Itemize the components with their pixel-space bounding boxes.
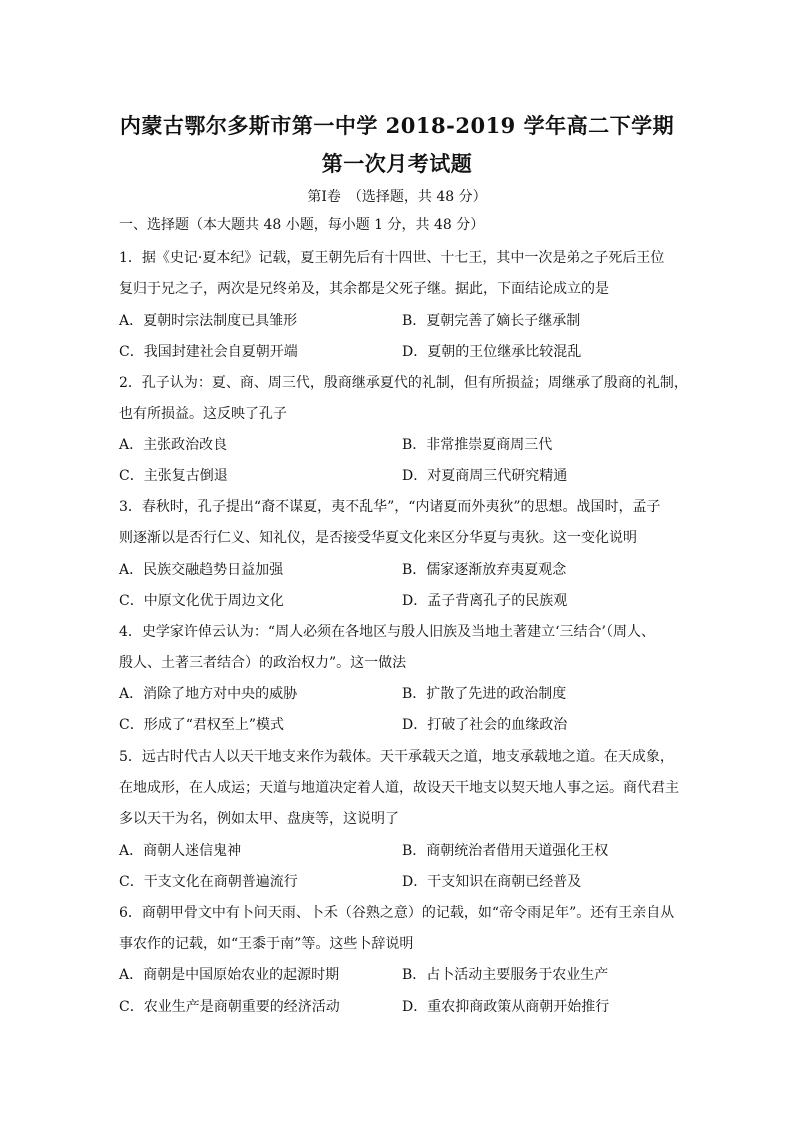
instructions: 一、选择题（本大题共 48 小题，每小题 1 分，共 48 分）: [119, 217, 485, 233]
question-3-option-a: A．民族交融趋势日益加强: [119, 562, 284, 578]
question-5-line-1: 5．远古时代古人以天干地支来作为载体。天干承载天之道，地支承载地之道。在天成象，: [119, 749, 674, 765]
question-6-option-b: B．占卜活动主要服务于农业生产: [402, 967, 609, 983]
question-1-option-d: D．夏朝的王位继承比较混乱: [402, 344, 582, 360]
exam-title-line1: 内蒙古鄂尔多斯市第一中学 2018-2019 学年高二下学期: [119, 113, 675, 138]
question-3-line-2: 则逐渐以是否行仁义、知礼仪，是否接受华夏文化来区分华夏与夷狄。这一变化说明: [119, 530, 637, 546]
question-2-option-a: A．主张政治改良: [119, 437, 228, 453]
question-5-option-c: C．干支文化在商朝普遍流行: [119, 874, 298, 890]
question-6-line-1: 6．商朝甲骨文中有卜问天雨、卜禾（谷熟之意）的记载，如“帝令雨足年”。还有王亲自从: [119, 905, 675, 921]
question-2-option-d: D．对夏商周三代研究精通: [402, 468, 568, 484]
question-6-option-a: A．商朝是中国原始农业的起源时期: [119, 967, 340, 983]
question-1-line-2: 复归于兄之子，两次是兄终弟及，其余都是父死子继。据此，下面结论成立的是: [119, 281, 609, 297]
question-2-option-c: C．主张复古倒退: [119, 468, 228, 484]
question-1-line-1: 1．据《史记·夏本纪》记载，夏王朝先后有十四世、十七王，其中一次是弟之子死后王位: [119, 250, 665, 266]
question-2-line-1: 2．孔子认为：夏、商、周三代，殷商继承夏代的礼制，但有所损益；周继承了殷商的礼制，: [119, 375, 688, 391]
question-4-option-d: D．打破了社会的血缘政治: [402, 717, 568, 733]
question-5-line-3: 多以天干为名，例如太甲、盘庚等，这说明了: [119, 811, 399, 827]
question-1-option-b: B．夏朝完善了嫡长子继承制: [402, 313, 581, 329]
question-4-line-2: 殷人、土著三者结合）的政治权力”。这一做法: [119, 655, 407, 671]
question-5-line-2: 在地成形，在人成运；天道与地道决定着人道，故设天干地支以契天地人事之运。商代君主: [119, 780, 679, 796]
question-4-option-b: B．扩散了先进的政治制度: [402, 686, 567, 702]
question-4-option-c: C．形成了“君权至上”模式: [119, 717, 285, 733]
question-6-option-c: C．农业生产是商朝重要的经济活动: [119, 999, 340, 1015]
question-3-option-b: B．儒家逐渐放弃夷夏观念: [402, 562, 567, 578]
question-2-line-2: 也有所损益。这反映了孔子: [119, 406, 287, 422]
question-6-option-d: D．重农抑商政策从商朝开始推行: [402, 999, 610, 1015]
question-3-option-d: D．孟子背离孔子的民族观: [402, 593, 568, 609]
question-4-option-a: A．消除了地方对中央的威胁: [119, 686, 298, 702]
question-1-option-c: C．我国封建社会自夏朝开端: [119, 344, 298, 360]
question-2-option-b: B．非常推崇夏商周三代: [402, 437, 553, 453]
question-3-line-1: 3．春秋时，孔子提出“裔不谋夏，夷不乱华”，“内诸夏而外夷狄”的思想。战国时，孟子: [119, 499, 661, 515]
question-3-option-c: C．中原文化优于周边文化: [119, 593, 284, 609]
question-1-option-a: A．夏朝时宗法制度已具雏形: [119, 313, 298, 329]
question-4-line-1: 4．史学家许倬云认为：“周人必须在各地区与殷人旧族及当地土著建立‘三结合’（周人、: [119, 624, 655, 640]
question-5-option-a: A．商朝人迷信鬼神: [119, 843, 242, 859]
exam-title-line2: 第一次月考试题: [321, 151, 473, 176]
question-6-line-2: 事农作的记载，如“王黍于南”等。这些卜辞说明: [119, 936, 414, 952]
question-5-option-d: D．干支知识在商朝已经普及: [402, 874, 582, 890]
question-5-option-b: B．商朝统治者借用天道强化王权: [402, 843, 609, 859]
section-heading: 第Ⅰ卷 （选择题，共 48 分）: [307, 189, 487, 205]
